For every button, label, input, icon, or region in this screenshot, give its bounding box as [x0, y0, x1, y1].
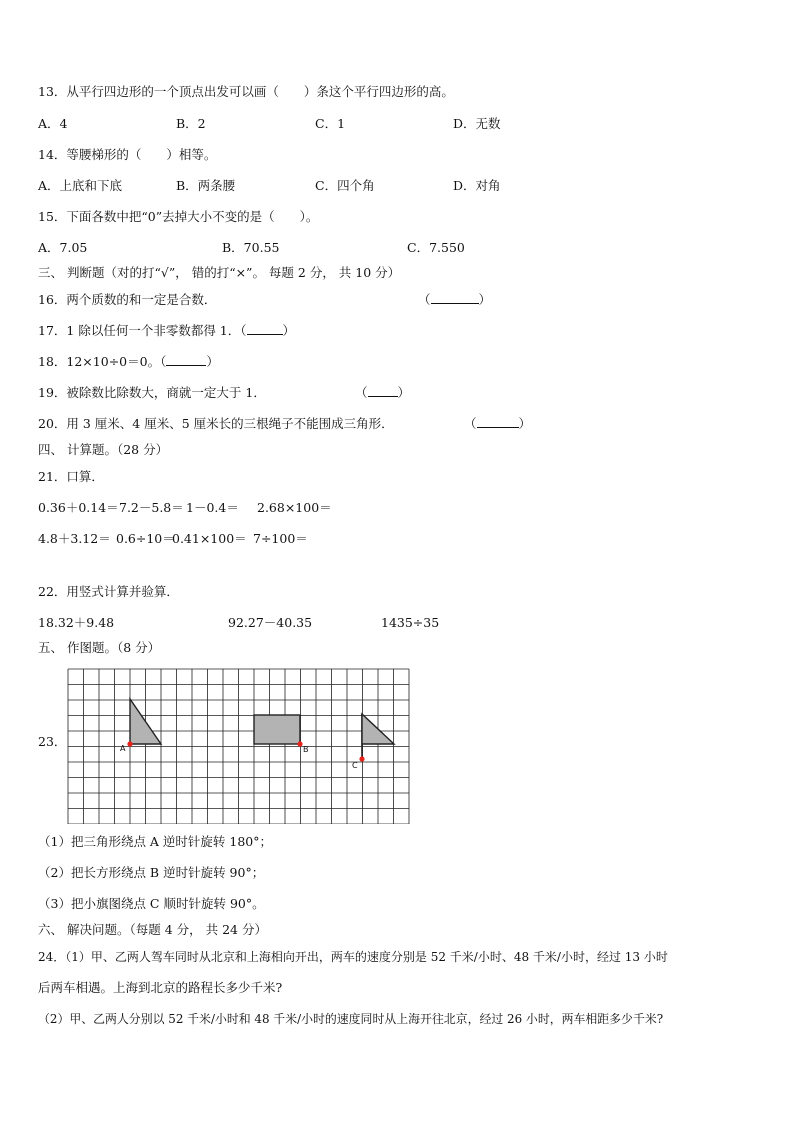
- q23-task-3: （3）把小旗图绕点 C 顺时针旋转 90°。: [38, 896, 265, 911]
- q23-number: 23．: [38, 734, 67, 749]
- q24-part1-line1: 24．（1）甲、乙两人驾车同时从北京和上海相向开出，两车的速度分别是 52 千米/小时、48 千米/小时，经过 13 小时: [38, 950, 668, 964]
- q23-task-1: （1）把三角形绕点 A 逆时针旋转 180°；: [38, 834, 273, 849]
- q17-paren-close: ）: [282, 323, 296, 338]
- q14-stem: 14．等腰梯形的（ ）相等。: [38, 147, 217, 162]
- q17-line[interactable]: [38, 323, 295, 339]
- q16-answer-blank[interactable]: [418, 292, 491, 308]
- q18-stem: 18．12×10÷0＝0。（: [38, 354, 167, 369]
- q22-item-3: 1435÷35: [381, 615, 440, 630]
- q15-option-b: B．70.55: [222, 240, 280, 255]
- q23-grid-figure: [60, 664, 416, 824]
- q21-r2-item-4: 7÷100＝: [253, 531, 308, 546]
- point-b: [297, 741, 302, 746]
- q15-stem: 15．下面各数中把“0”去掉大小不变的是（ ）。: [38, 209, 319, 224]
- q13-option-b: B．2: [176, 116, 206, 131]
- q20-answer-blank[interactable]: [464, 416, 531, 432]
- q14-option-a: A．上底和下底: [38, 178, 123, 193]
- q19-paren-close: ）: [397, 385, 411, 400]
- q16-stem: 16．两个质数的和一定是合数．: [38, 292, 217, 307]
- section-5-heading: 五、 作图题。（8 分）: [38, 640, 161, 655]
- point-a: [127, 741, 132, 746]
- q19-paren-open: （: [355, 385, 368, 400]
- q15-option-a: A．7.05: [38, 240, 88, 255]
- q13-option-d: D．无数: [453, 116, 501, 131]
- q22-item-1: 18.32＋9.48: [38, 615, 115, 630]
- q23-task-2: （2）把长方形绕点 B 逆时针旋转 90°；: [38, 865, 265, 880]
- q20-paren-open: （: [464, 416, 477, 431]
- section-3-heading: 三、 判断题（对的打“√”， 错的打“×”。 每题 2 分， 共 10 分）: [38, 265, 401, 280]
- q13-stem: 13．从平行四边形的一个顶点出发可以画（ ）条这个平行四边形的高。: [38, 84, 454, 99]
- q20-stem: 20．用 3 厘米、4 厘米、5 厘米长的三根绳子不能围成三角形．: [38, 416, 394, 431]
- q19-stem: 19．被除数比除数大，商就一定大于 1．: [38, 385, 266, 400]
- q16-paren-open: （: [418, 292, 431, 307]
- point-a-label: A: [120, 744, 126, 753]
- q13-option-a: A．4: [38, 116, 68, 131]
- q14-option-c: C．四个角: [315, 178, 375, 193]
- q21-r2-item-1: 4.8＋3.12＝: [38, 531, 111, 546]
- q21-r1-item-3: 1－0.4＝: [186, 500, 239, 515]
- q22-item-2: 92.27－40.35: [228, 615, 313, 630]
- q16-paren-close: ）: [478, 292, 492, 307]
- q21-r1-item-2: 7.2－5.8＝: [119, 500, 184, 515]
- section-4-heading: 四、 计算题。（28 分）: [38, 442, 169, 457]
- section-6-heading: 六、 解决问题。（每题 4 分， 共 24 分）: [38, 922, 267, 937]
- q14-option-d: D．对角: [453, 178, 501, 193]
- q22-stem: 22．用竖式计算并验算．: [38, 584, 179, 599]
- q21-stem: 21．口算．: [38, 469, 104, 484]
- q21-r2-item-2: 0.6÷10＝: [116, 531, 175, 546]
- point-c: [359, 756, 364, 761]
- q15-option-c: C．7.550: [407, 240, 465, 255]
- q20-paren-close: ）: [518, 416, 532, 431]
- q18-paren-close: ）: [206, 354, 219, 369]
- point-b-label: B: [303, 745, 309, 754]
- point-c-label: C: [352, 761, 358, 770]
- q13-option-c: C．1: [315, 116, 346, 131]
- q21-r2-item-3: 0.41×100＝: [172, 531, 247, 546]
- q18-line[interactable]: [38, 354, 219, 370]
- q21-r1-item-1: 0.36＋0.14＝: [38, 500, 119, 515]
- q17-stem: 17．1 除以任何一个非零数都得 1．（: [38, 323, 247, 338]
- q19-answer-blank[interactable]: [355, 385, 410, 401]
- q24-part2: （2）甲、乙两人分别以 52 千米/小时和 48 千米/小时的速度同时从上海开往北京，经过 26 小时，两车相距多少千米?: [38, 1012, 664, 1026]
- q24-part1-line2: 后两车相遇。上海到北京的路程长多少千米?: [38, 980, 283, 995]
- rectangle-shape: [254, 715, 300, 744]
- q14-option-b: B．两条腰: [176, 178, 236, 193]
- q21-r1-item-4: 2.68×100＝: [257, 500, 332, 515]
